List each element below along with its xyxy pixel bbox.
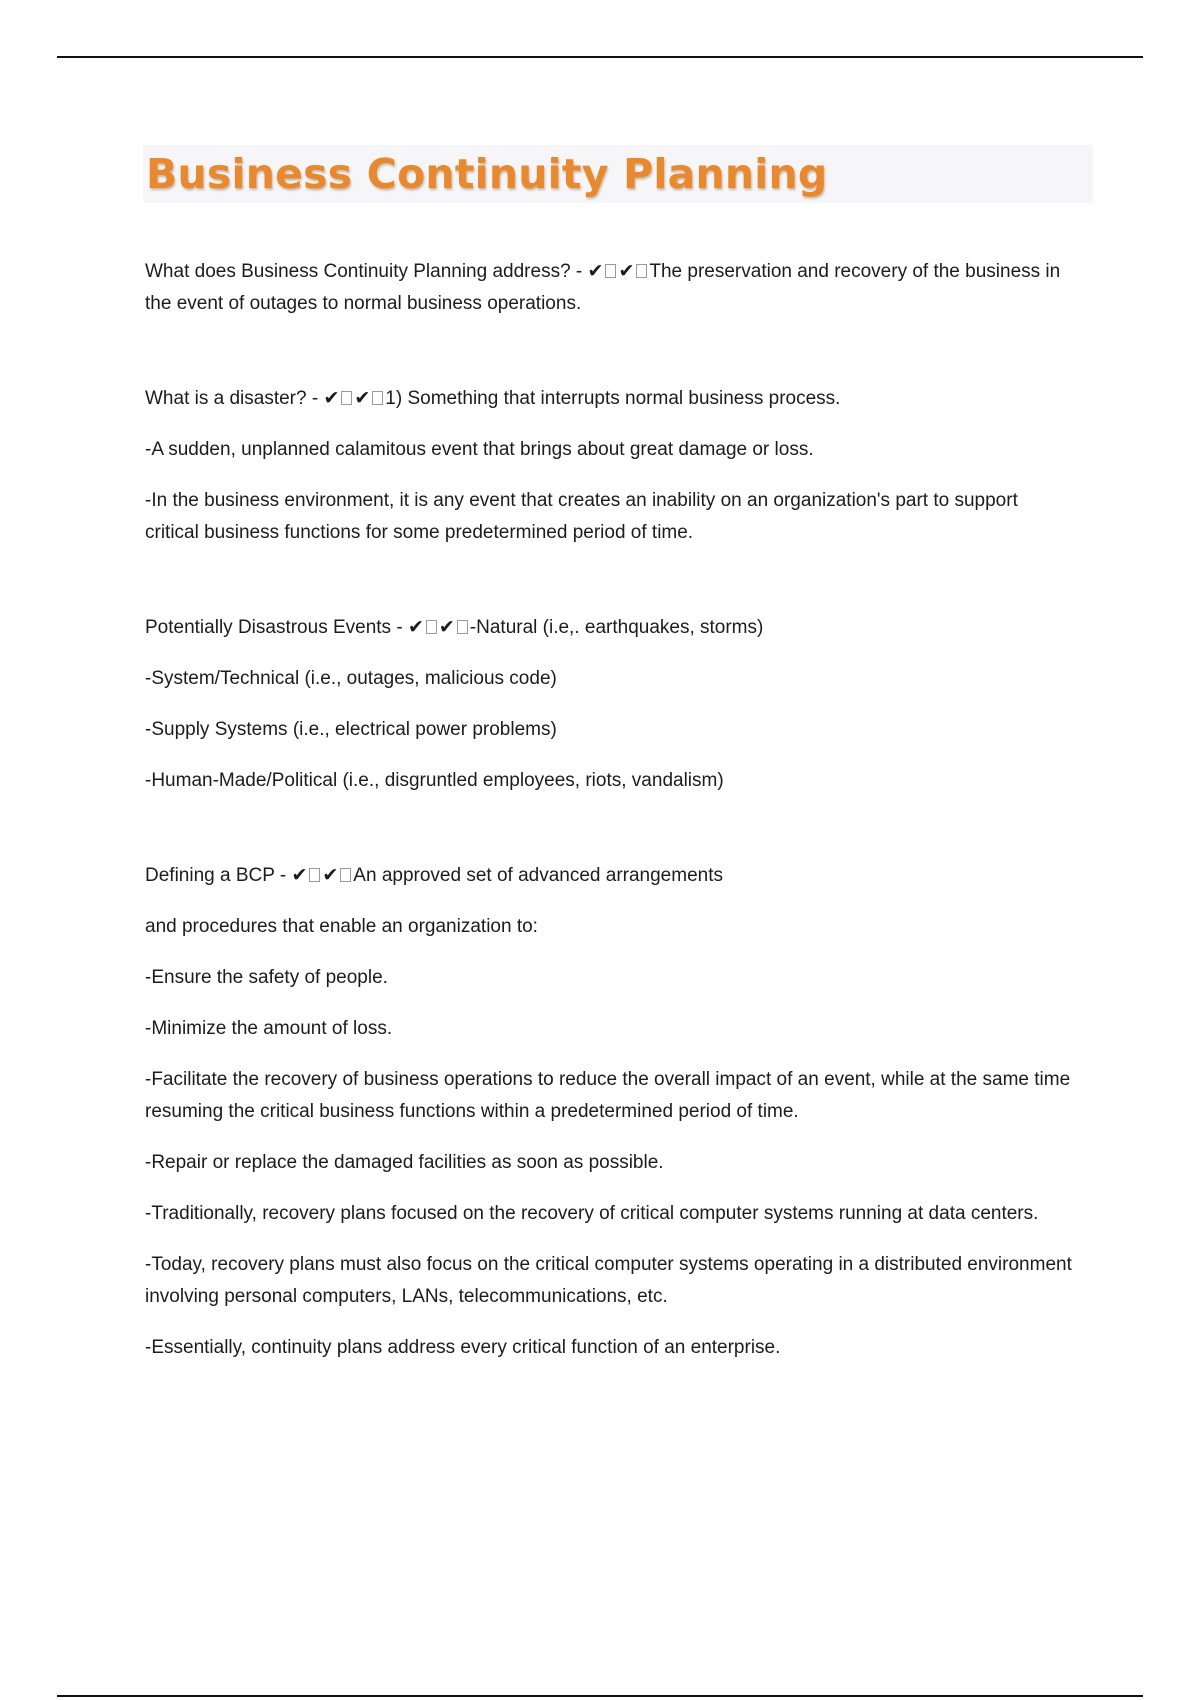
missing-glyph-box-icon	[372, 391, 383, 405]
check-mark-icon: ✔	[322, 864, 339, 886]
answer-text: 1) Something that interrupts normal business process.	[385, 388, 841, 409]
check-mark-icon: ✔	[587, 260, 604, 282]
check-mark-icon: ✔	[438, 616, 455, 638]
answer-line: -Minimize the amount of loss.	[145, 1018, 393, 1039]
qa-card-bcp-address	[145, 255, 1075, 320]
question-text: Potentially Disastrous Events -	[145, 617, 408, 638]
qa-question-line	[145, 859, 1075, 892]
answer-line: -Essentially, continuity plans address every critical function of an enterprise.	[145, 1337, 781, 1358]
check-mark-icon: ✔	[618, 260, 635, 282]
qa-card-disaster	[145, 382, 1075, 549]
answer-line: -Supply Systems (i.e., electrical power problems)	[145, 719, 557, 740]
missing-glyph-box-icon	[605, 264, 616, 278]
answer-line: -Traditionally, recovery plans focused on the recovery of critical computer systems running at data centers.	[145, 1203, 1039, 1224]
answer-line: -Facilitate the recovery of business operations to reduce the overall impact of an event, while at the same time resuming the critical business functions within a predetermined period of time.	[145, 1069, 1071, 1122]
answer-line: -Ensure the safety of people.	[145, 967, 388, 988]
question-text: What does Business Continuity Planning address? -	[145, 261, 588, 282]
missing-glyph-box-icon	[341, 391, 352, 405]
answer-line: -Today, recovery plans must also focus on the critical computer systems operating in a distributed environment involving personal computers, LANs, telecommunications, etc.	[145, 1254, 1072, 1307]
answer-line: -Human-Made/Political (i.e., disgruntled employees, riots, vandalism)	[145, 770, 724, 791]
answer-line: and procedures that enable an organization to:	[145, 916, 538, 937]
missing-glyph-box-icon	[309, 868, 320, 882]
answer-line: -A sudden, unplanned calamitous event that brings about great damage or loss.	[145, 439, 814, 460]
qa-card-disastrous-events	[145, 611, 1075, 797]
footer-rule	[57, 1695, 1143, 1697]
answer-line: -System/Technical (i.e., outages, malicious code)	[145, 668, 557, 689]
document-title: Business Continuity Planning	[146, 150, 828, 198]
answer-line: -Repair or replace the damaged facilities as soon as possible.	[145, 1152, 664, 1173]
answer-text: An approved set of advanced arrangements	[353, 865, 723, 886]
missing-glyph-box-icon	[636, 264, 647, 278]
answer-text: The preservation and recovery of the business in the event of outages to normal business operations.	[145, 261, 1061, 314]
header-rule	[57, 56, 1143, 58]
answer-line: -In the business environment, it is any event that creates an inability on an organization's part to support critical business functions for some predetermined period of time.	[145, 490, 1018, 543]
question-text: Defining a BCP -	[145, 865, 292, 886]
qa-question-line	[145, 255, 1075, 320]
missing-glyph-box-icon	[457, 620, 468, 634]
missing-glyph-box-icon	[340, 868, 351, 882]
qa-question-line	[145, 382, 1075, 415]
document-body	[145, 145, 1075, 1364]
check-mark-icon: ✔	[323, 387, 340, 409]
question-text: What is a disaster? -	[145, 388, 324, 409]
title-banner	[143, 145, 1093, 203]
qa-card-defining-bcp	[145, 859, 1075, 1364]
missing-glyph-box-icon	[426, 620, 437, 634]
qa-question-line	[145, 611, 1075, 644]
check-mark-icon: ✔	[407, 616, 424, 638]
check-mark-icon: ✔	[291, 864, 308, 886]
check-mark-icon: ✔	[354, 387, 371, 409]
answer-text: -Natural (i.e,. earthquakes, storms)	[469, 617, 764, 638]
